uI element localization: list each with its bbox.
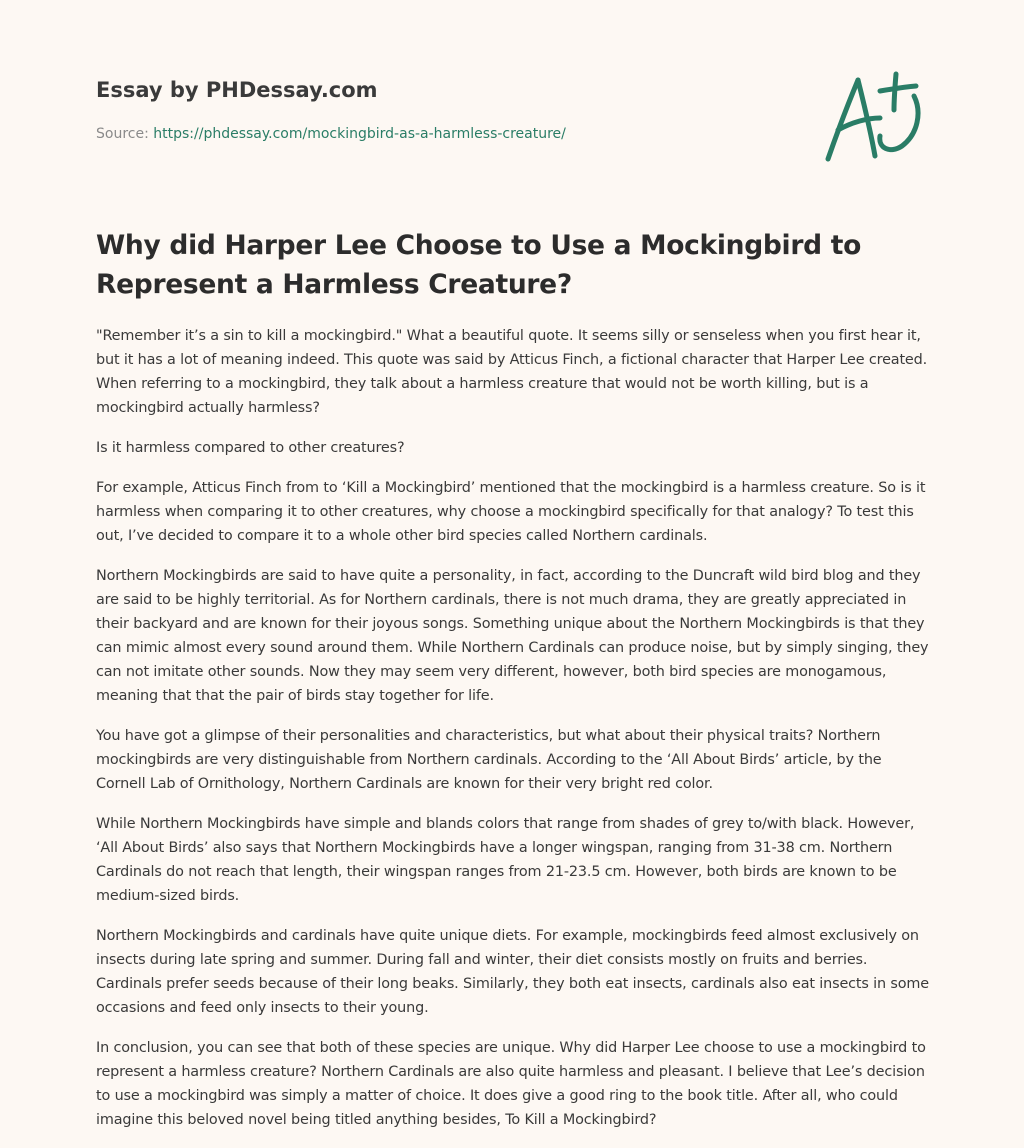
essay-title: Why did Harper Lee Choose to Use a Mockingbird to Represent a Harmless Creature? — [96, 230, 861, 300]
source-label: Source: — [96, 126, 154, 142]
essay-paragraph-6: While Northern Mockingbirds have simple and blands colors that range from shades of grey to/with black. However, ‘All About Birds’ also says that Northern Mockingbirds have a longer wingspan, ranging from 31-38 cm. Northern Cardinals do not reach that length, their wingspan ranges from 21-23.5 cm. However, both birds are known to be medium-sized birds. — [96, 816, 915, 904]
essay-paragraph-1: "Remember it’s a sin to kill a mockingbird." What a beautiful quote. It seems silly or senseless when you first hear it, but it has a lot of meaning indeed. This quote was said by Atticus Finch, a fictional character that Harper Lee created. When referring to a mockingbird, they talk about a harmless creature that would not be worth killing, but is a mockingbird actually harmless? — [96, 328, 928, 416]
essay-paragraph-7: Northern Mockingbirds and cardinals have quite unique diets. For example, mockingbirds feed almost exclusively on insects during late spring and summer. During fall and winter, their diet consists mostly on fruits and berries. Cardinals prefer seeds because of their long beaks. Similarly, they both eat insects, cardinals also eat insects in some occasions and feed only insects to their young. — [96, 928, 929, 1016]
source-line — [96, 124, 736, 144]
source-link[interactable]: https://phdessay.com/mockingbird-as-a-harmless-creature/ — [153, 126, 566, 142]
essay-paragraph-5: You have got a glimpse of their personalities and characteristics, but what about their physical traits? Northern mockingbirds are very distinguishable from Northern cardinals. According to the ‘All About Birds’ article, by the Cornell Lab of Ornithology, Northern Cardinals are known for their very bright red color. — [96, 728, 882, 792]
a-plus-logo-icon — [818, 66, 930, 170]
essay-paragraph-8: In conclusion, you can see that both of these species are unique. Why did Harper Lee choose to use a mockingbird to represent a harmless creature? Northern Cardinals are also quite harmless and pleasant. I believe that Lee’s decision to use a mockingbird was simply a matter of choice. It does give a good ring to the book title. After all, who could imagine this beloved novel being titled anything besides, To Kill a Mockingbird? — [96, 1040, 926, 1128]
essay-paragraph-2: Is it harmless compared to other creatures? — [96, 440, 405, 456]
site-title: Essay by PHDessay.com — [96, 78, 378, 102]
page-header — [96, 76, 736, 144]
essay-body — [96, 226, 932, 1148]
essay-paragraph-4: Northern Mockingbirds are said to have quite a personality, in fact, according to the Duncraft wild bird blog and they are said to be highly territorial. As for Northern cardinals, there is not much drama, they are greatly appreciated in their backyard and are known for their joyous songs. Something unique about the Northern Mockingbirds is that they can mimic almost every sound around them. While Northern Cardinals can produce noise, but by simply singing, they can not imitate other sounds. Now they may seem very different, however, both bird species are monogamous, meaning that that the pair of birds stay together for life. — [96, 568, 929, 704]
essay-paragraph-3: For example, Atticus Finch from to ‘Kill a Mockingbird’ mentioned that the mockingbird is a harmless creature. So is it harmless when comparing it to other creatures, why choose a mockingbird specifically for that analogy? To test this out, I’ve decided to compare it to a whole other bird species called Northern cardinals. — [96, 480, 926, 544]
